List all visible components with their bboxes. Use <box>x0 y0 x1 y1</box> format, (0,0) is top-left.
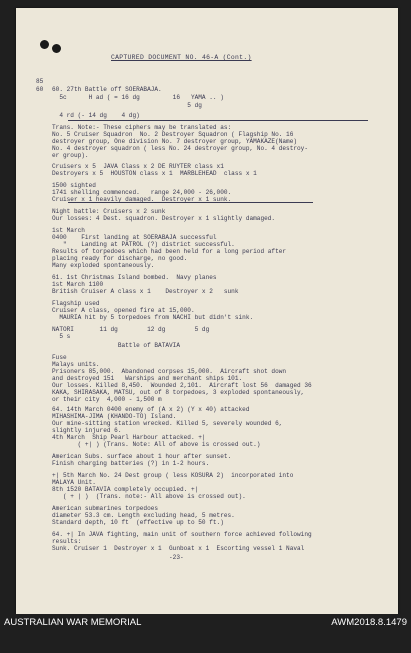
text-line: Trans. Note:- These ciphers may be translated as: <box>52 124 232 131</box>
text-line: ( + | ) (Trans. note:- All above is crossed out). <box>52 493 246 500</box>
margin-mark: 60 <box>36 86 44 93</box>
text-line: +| 5th March No. 24 Dest group ( less KOSURA 2) incorporated into <box>52 472 294 479</box>
text-line: Prisoners 85,000. Abandoned corpses 15,000. Aircraft shot down <box>52 368 287 375</box>
document-body <box>52 8 388 614</box>
text-line: destroyer group, One division No. 7 destroyer group, YAMAKAZE(Name) <box>52 138 298 145</box>
text-line: 4 rd (- 14 dg 4 dg) <box>52 112 140 119</box>
text-line: 61. 1st Christmas Island bombed. Navy planes <box>52 274 217 281</box>
text-line: Cruiser x 1 heavily damaged. Destroyer x 1 sunk. <box>52 196 232 203</box>
text-line: 1st March <box>52 227 85 234</box>
text-line: 5c H ad ( = 16 dg 16 YAMA .. ) <box>52 94 224 101</box>
text-line: ( +| ) (Trans. Note: All of above is crossed out.) <box>52 441 261 448</box>
text-line: " Landing at PATROL (?) district successful. <box>52 241 235 248</box>
text-line: Cruisers x 5 JAVA Class x 2 DE RUYTER class x1 <box>52 163 224 170</box>
text-line: Battle of BATAVIA <box>52 342 180 349</box>
text-line: or their city 4,000 - 1,500 m <box>52 396 162 403</box>
text-line: results: <box>52 538 82 545</box>
text-line: No. 4 destroyer squadron ( less No. 24 destroyer group, No. 4 destroy- <box>52 145 308 152</box>
text-line: 1500 sighted <box>52 182 96 189</box>
text-line: Finish charging batteries (?) in 1-2 hours. <box>52 460 210 467</box>
text-line: placing ready for discharge, no good. <box>52 255 188 262</box>
text-line: No. 5 Cruiser Squadron No. 2 Destroyer Squadron ( Flagship No. 16 <box>52 131 294 138</box>
text-line: MAURIA hit by 5 torpedoes from NACHI but didn't sink. <box>52 314 254 321</box>
footer-accession-number: AWM2018.8.1479 <box>331 617 407 628</box>
text-line: Sunk. Cruiser 1 Destroyer x 1 Gunboat x 1 Escorting vessel 1 Naval <box>52 545 305 552</box>
text-line: Destroyers x 5 HOUSTON class x 1 MARBLEHEAD class x 1 <box>52 170 257 177</box>
text-line: Our mine-sitting station wrecked. Killed 5, severely wounded 6, <box>52 420 283 427</box>
text-line: American Subs. surface about 1 hour after sunset. <box>52 453 232 460</box>
text-line: 64. +| In JAVA fighting, main unit of southern force achieved following <box>52 531 312 538</box>
text-line: Malays units. <box>52 361 100 368</box>
text-line: and destroyed 151 Warships and merchant ships 101. <box>52 375 243 382</box>
text-line: -23- <box>52 554 184 561</box>
text-line: Cruiser A class, opened fire at 15,000. <box>52 307 195 314</box>
text-line: 5 dg <box>52 102 202 109</box>
text-line: Our losses. Killed 8,450. Wounded 2,101. Aircraft lost 56 damaged 36 <box>52 382 312 389</box>
punch-hole-1 <box>40 40 49 49</box>
text-line: 4th March Ship Pearl Harbour attacked. +| <box>52 434 206 441</box>
text-line: 8th 1520 BATAVIA completely occupied. +| <box>52 486 199 493</box>
document-title: CAPTURED DOCUMENT NO. 46-A (Cont.) <box>111 54 252 61</box>
text-line: Night battle: Cruisers x 2 sunk <box>52 208 166 215</box>
text-line: American submarines torpedoes <box>52 505 159 512</box>
footer-institution: AUSTRALIAN WAR MEMORIAL <box>4 617 142 628</box>
text-line: 0400 First landing at SOERABAJA successful <box>52 234 217 241</box>
text-line: 5 s <box>52 333 71 340</box>
text-line: Our losses: 4 Dest. squadron. Destroyer x 1 slightly damaged. <box>52 215 276 222</box>
archive-footer <box>0 614 411 653</box>
margin-mark: 85 <box>36 78 44 85</box>
text-line: 64. 14th March 0400 enemy of (A x 2) (Y x 40) attacked <box>52 406 250 413</box>
text-line: Fuse <box>52 354 67 361</box>
text-line: 60. 27th Battle off SOERABAJA. <box>52 86 162 93</box>
document-page <box>16 8 398 614</box>
text-line: Standard depth, 10 ft (effective up to 50 ft.) <box>52 519 224 526</box>
text-line: 1741 shelling commenced. range 24,000 - 26,000. <box>52 189 232 196</box>
text-line: MIHASHIMA-JIMA (KHANDO-TO) Island. <box>52 413 177 420</box>
text-line: MALAYA Unit. <box>52 479 96 486</box>
text-line: diameter 53.3 cm. Length excluding head, 5 metres. <box>52 512 235 519</box>
text-line: KAKA, SHIRASAKA, MATSU, out of 8 torpedoes, 3 exploded spontaneously, <box>52 389 305 396</box>
text-line: Flagship used <box>52 300 100 307</box>
text-line: er group). <box>52 152 89 159</box>
text-line: Many exploded spontaneously. <box>52 262 155 269</box>
text-line: Results of torpedoes which had been held for a long period after <box>52 248 287 255</box>
text-line: British Cruiser A class x 1 Destroyer x 2 sunk <box>52 288 239 295</box>
text-line: NATORI 11 dg 12 dg 5 dg <box>52 326 210 333</box>
text-line: slightly injured 6. <box>52 427 122 434</box>
text-line: 1st March 1100 <box>52 281 104 288</box>
